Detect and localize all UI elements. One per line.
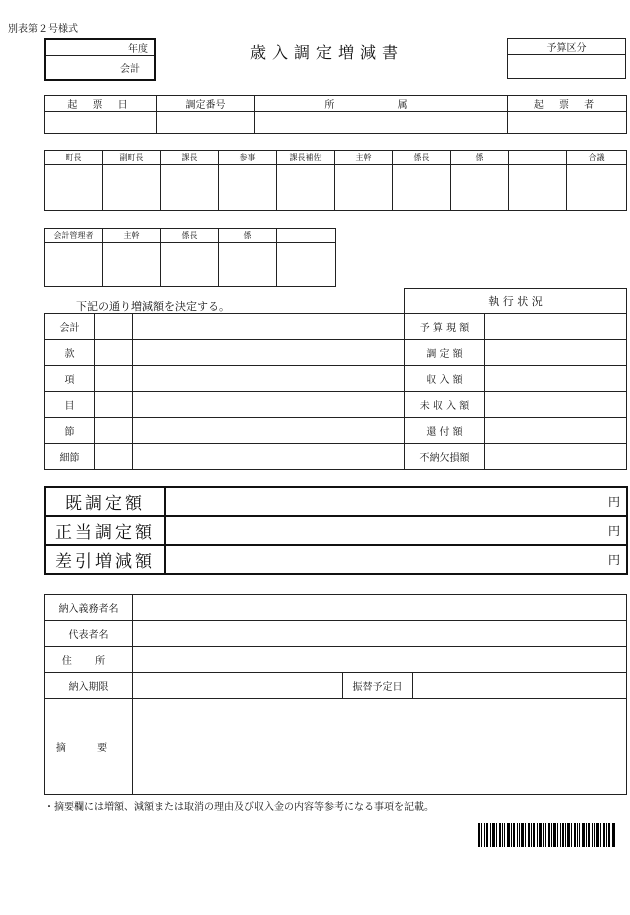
page-title: 歳入調定増減書: [250, 43, 405, 62]
seal-field[interactable]: [103, 165, 161, 211]
budget-item-label: 目: [45, 392, 95, 418]
barcode-icon: [478, 823, 615, 847]
amount-table: [44, 486, 628, 575]
drafter-field[interactable]: [508, 112, 627, 134]
transfer-date-label: 振替予定日: [343, 673, 413, 699]
budget-item-name[interactable]: [133, 444, 405, 470]
due-date-field[interactable]: [133, 673, 343, 699]
budget-category-box: [507, 38, 626, 79]
execution-label: 調 定 額: [405, 340, 485, 366]
execution-value[interactable]: [485, 418, 627, 444]
budget-item-label: 款: [45, 340, 95, 366]
approver-label: [509, 151, 567, 165]
approver-label: 係: [219, 229, 277, 243]
department-field[interactable]: [255, 112, 508, 134]
approver-label: 合議: [567, 151, 627, 165]
address-label: 住 所: [45, 647, 133, 673]
approver-label: 副町長: [103, 151, 161, 165]
approver-label: 町長: [45, 151, 103, 165]
seal-field[interactable]: [103, 243, 161, 287]
seal-field[interactable]: [277, 243, 336, 287]
budget-item-code[interactable]: [95, 392, 133, 418]
budget-item-label: 会計: [45, 314, 95, 340]
execution-label: 未 収 入 額: [405, 392, 485, 418]
seal-field[interactable]: [219, 165, 277, 211]
amount-field[interactable]: 円: [165, 487, 627, 516]
seal-field[interactable]: [567, 165, 627, 211]
execution-status-title: 執 行 状 況: [405, 289, 627, 314]
approver-label: 参事: [219, 151, 277, 165]
approver-label: 会計管理者: [45, 229, 103, 243]
transfer-date-field[interactable]: [413, 673, 627, 699]
budget-item-label: 細節: [45, 444, 95, 470]
header-table: [44, 95, 627, 134]
draft-date-field[interactable]: [45, 112, 157, 134]
due-date-label: 納入期限: [45, 673, 133, 699]
seal-field[interactable]: [393, 165, 451, 211]
execution-value[interactable]: [485, 444, 627, 470]
budget-item-code[interactable]: [95, 418, 133, 444]
budget-item-name[interactable]: [133, 366, 405, 392]
form-number: 別表第２号様式: [8, 24, 78, 35]
budget-category-label: 予算区分: [508, 39, 626, 55]
budget-item-name[interactable]: [133, 340, 405, 366]
representative-label: 代表者名: [45, 621, 133, 647]
budget-item-code[interactable]: [95, 340, 133, 366]
budget-items-table: [44, 313, 405, 470]
execution-label: 還 付 額: [405, 418, 485, 444]
execution-label: 不納欠損額: [405, 444, 485, 470]
seal-field[interactable]: [161, 243, 219, 287]
execution-status-table: [404, 288, 627, 470]
approver-label: 係長: [161, 229, 219, 243]
seal-field[interactable]: [451, 165, 509, 211]
budget-item-name[interactable]: [133, 392, 405, 418]
budget-item-code[interactable]: [95, 444, 133, 470]
footnote: ・摘要欄には増額、減額または取消の理由及び収入金の内容等参考になる事項を記載。: [44, 802, 434, 813]
approval-table-1: [44, 150, 627, 211]
approval-table-2: [44, 228, 336, 287]
seal-field[interactable]: [161, 165, 219, 211]
approver-label: [277, 229, 336, 243]
budget-item-label: 節: [45, 418, 95, 444]
budget-category-value[interactable]: [508, 55, 626, 79]
amount-label: 差引増減額: [45, 545, 165, 574]
payer-name-field[interactable]: [133, 595, 627, 621]
amount-label: 既調定額: [45, 487, 165, 516]
drafter-label: 起 票 者: [508, 96, 627, 112]
approver-label: 主幹: [335, 151, 393, 165]
seal-field[interactable]: [219, 243, 277, 287]
seal-field[interactable]: [335, 165, 393, 211]
seal-field[interactable]: [45, 243, 103, 287]
budget-item-name[interactable]: [133, 314, 405, 340]
decision-text: 下記の通り増減額を決定する。: [76, 300, 230, 313]
draft-date-label: 起 票 日: [45, 96, 157, 112]
adjust-number-field[interactable]: [157, 112, 255, 134]
amount-label: 正当調定額: [45, 516, 165, 545]
address-field[interactable]: [133, 647, 627, 673]
account-cell[interactable]: 会計: [45, 56, 155, 80]
execution-value[interactable]: [485, 340, 627, 366]
adjust-number-label: 調定番号: [157, 96, 255, 112]
budget-item-label: 項: [45, 366, 95, 392]
approver-label: 課長: [161, 151, 219, 165]
year-account-box: [44, 38, 156, 81]
execution-value[interactable]: [485, 314, 627, 340]
budget-item-code[interactable]: [95, 314, 133, 340]
execution-label: 収 入 額: [405, 366, 485, 392]
budget-item-code[interactable]: [95, 366, 133, 392]
summary-field[interactable]: [133, 699, 627, 795]
approver-label: 係長: [393, 151, 451, 165]
seal-field[interactable]: [45, 165, 103, 211]
approver-label: 課長補佐: [277, 151, 335, 165]
payer-table: [44, 594, 627, 795]
seal-field[interactable]: [509, 165, 567, 211]
budget-item-name[interactable]: [133, 418, 405, 444]
execution-value[interactable]: [485, 392, 627, 418]
execution-label: 予 算 現 額: [405, 314, 485, 340]
department-label: 所 属: [255, 96, 508, 112]
execution-value[interactable]: [485, 366, 627, 392]
summary-label: 摘 要: [45, 699, 133, 795]
year-cell[interactable]: 年度: [45, 39, 155, 56]
approver-label: 係: [451, 151, 509, 165]
amount-field[interactable]: 円: [165, 516, 627, 545]
representative-field[interactable]: [133, 621, 627, 647]
amount-field[interactable]: 円: [165, 545, 627, 574]
approver-label: 主幹: [103, 229, 161, 243]
payer-name-label: 納入義務者名: [45, 595, 133, 621]
seal-field[interactable]: [277, 165, 335, 211]
